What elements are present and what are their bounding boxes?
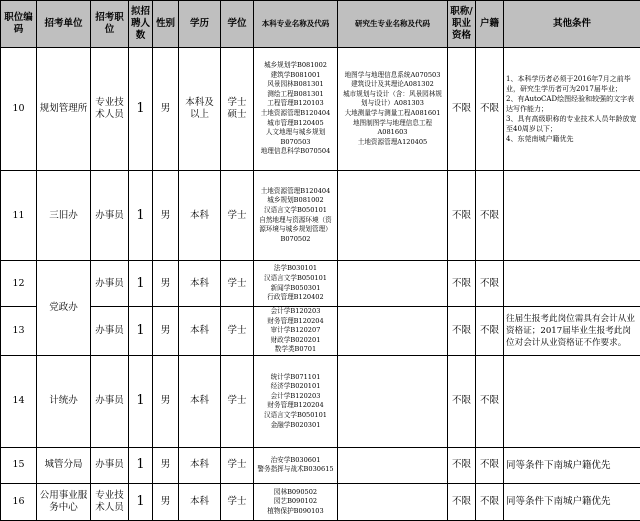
cell-degree: 学士 [221,447,254,483]
cell-count: 1 [129,483,153,520]
cell-grad-major [338,261,448,307]
cell-qualification: 不限 [448,171,476,261]
cell-count: 1 [129,447,153,483]
cell-qualification: 不限 [448,483,476,520]
cell-unit: 计统办 [37,355,91,447]
cell-position: 办事员 [91,355,129,447]
cell-education: 本科及以上 [179,48,221,171]
cell-position: 办事员 [91,307,129,356]
cell-education: 本科 [179,483,221,520]
table-row [1,307,640,356]
header-qualification: 职称/职业资格 [448,1,476,48]
cell-grad-major [338,355,448,447]
header-education: 学历 [179,1,221,48]
header-row [1,1,640,48]
cell-other [504,261,640,307]
cell-grad-major [338,307,448,356]
cell-unit: 公用事业服务中心 [37,483,91,520]
cell-qualification: 不限 [448,261,476,307]
cell-hukou: 不限 [476,483,504,520]
cell-other [504,355,640,447]
cell-hukou: 不限 [476,261,504,307]
cell-grad-major: 地图学与地理信息系统A070503 建筑设计及其理论A081302 城市规划与设计（含：风景园林规划与设计）A081303 大地测量学与测量工程A081601 地图制图学与地理信息工程A081603 土地资源管理A120405 [338,48,448,171]
cell-undergrad-major: 城乡规划学B081002 建筑学B081001 风景园林B081301 测绘工程B081301 工程管理B120103 土地资源管理B120404 城市管理B120405 人文地理与城乡规划B070503 地理信息科学B070504 [254,48,338,171]
cell-qualification: 不限 [448,48,476,171]
cell-gender: 男 [153,483,179,520]
cell-gender: 男 [153,447,179,483]
cell-count: 1 [129,355,153,447]
header-id: 职位编码 [1,1,37,48]
header-unit: 招考单位 [37,1,91,48]
header-count: 拟招聘人数 [129,1,153,48]
cell-id: 13 [1,307,37,356]
cell-hukou: 不限 [476,447,504,483]
cell-id: 15 [1,447,37,483]
table-row [1,48,640,171]
cell-education: 本科 [179,447,221,483]
cell-degree: 学士 [221,261,254,307]
cell-id: 16 [1,483,37,520]
table-row [1,171,640,261]
table-row [1,355,640,447]
cell-undergrad-major: 土地资源管理B120404 城乡规划B081002 汉语言文学B050101 自然地理与资源环境（资源环境与城乡规划管理）B070502 [254,171,338,261]
cell-count: 1 [129,48,153,171]
cell-undergrad-major: 法学B030101 汉语言文学B050101 新闻学B050301 行政管理B120402 [254,261,338,307]
cell-undergrad-major: 会计学B120203 财务管理B120204 审计学B120207 财政学B020201 数学类B0701 [254,307,338,356]
header-degree: 学位 [221,1,254,48]
header-other: 其他条件 [504,1,640,48]
cell-id: 14 [1,355,37,447]
header-undergrad-major: 本科专业名称及代码 [254,1,338,48]
cell-gender: 男 [153,171,179,261]
cell-hukou: 不限 [476,171,504,261]
cell-hukou: 不限 [476,307,504,356]
cell-position: 专业技术人员 [91,48,129,171]
table-row [1,483,640,520]
cell-unit: 党政办 [37,261,91,356]
cell-count: 1 [129,171,153,261]
table-row [1,447,640,483]
cell-qualification: 不限 [448,355,476,447]
cell-undergrad-major: 统计学B071101 经济学B020101 会计学B120203 财务管理B120204 汉语言文学B050101 金融学B020301 [254,355,338,447]
cell-gender: 男 [153,355,179,447]
cell-degree: 学士 [221,355,254,447]
cell-count: 1 [129,261,153,307]
cell-other: 同等条件下南城户籍优先 [504,447,640,483]
cell-gender: 男 [153,48,179,171]
cell-position: 专业技术人员 [91,483,129,520]
cell-count: 1 [129,307,153,356]
cell-position: 办事员 [91,261,129,307]
cell-position: 办事员 [91,447,129,483]
cell-hukou: 不限 [476,48,504,171]
cell-other: 往届生报考此岗位需具有会计从业资格证；2017届毕业生报考此岗位对会计从业资格证不作要求。 [504,307,640,356]
cell-degree: 学士 [221,307,254,356]
header-hukou: 户籍 [476,1,504,48]
cell-grad-major [338,483,448,520]
cell-other [504,171,640,261]
cell-qualification: 不限 [448,307,476,356]
cell-education: 本科 [179,355,221,447]
cell-unit: 规划管理所 [37,48,91,171]
header-position: 招考职位 [91,1,129,48]
table-row [1,261,640,307]
cell-other: 同等条件下南城户籍优先 [504,483,640,520]
cell-grad-major [338,447,448,483]
cell-degree: 学士硕士 [221,48,254,171]
cell-education: 本科 [179,307,221,356]
cell-id: 10 [1,48,37,171]
cell-undergrad-major: 园林B090502 园艺B090102 植物保护B090103 [254,483,338,520]
cell-qualification: 不限 [448,447,476,483]
cell-hukou: 不限 [476,355,504,447]
cell-unit: 城管分局 [37,447,91,483]
cell-education: 本科 [179,261,221,307]
header-grad-major: 研究生专业名称及代码 [338,1,448,48]
cell-grad-major [338,171,448,261]
cell-degree: 学士 [221,483,254,520]
cell-other: 1、本科学历者必须于2016年7月之前毕业，研究生学历者可为2017届毕业； 2、有AutoCAD绘图经验和较强的文字表达写作能力； 3、具有高级职称的专业技术人员年龄放宽至40周岁以下； 4、东莞南城户籍优先 [504,48,640,171]
cell-unit: 三旧办 [37,171,91,261]
cell-degree: 学士 [221,171,254,261]
header-gender: 性别 [153,1,179,48]
cell-position: 办事员 [91,171,129,261]
cell-id: 11 [1,171,37,261]
cell-gender: 男 [153,261,179,307]
cell-undergrad-major: 治安学B030601 警务指挥与战术B030615 [254,447,338,483]
cell-id: 12 [1,261,37,307]
cell-education: 本科 [179,171,221,261]
cell-gender: 男 [153,307,179,356]
